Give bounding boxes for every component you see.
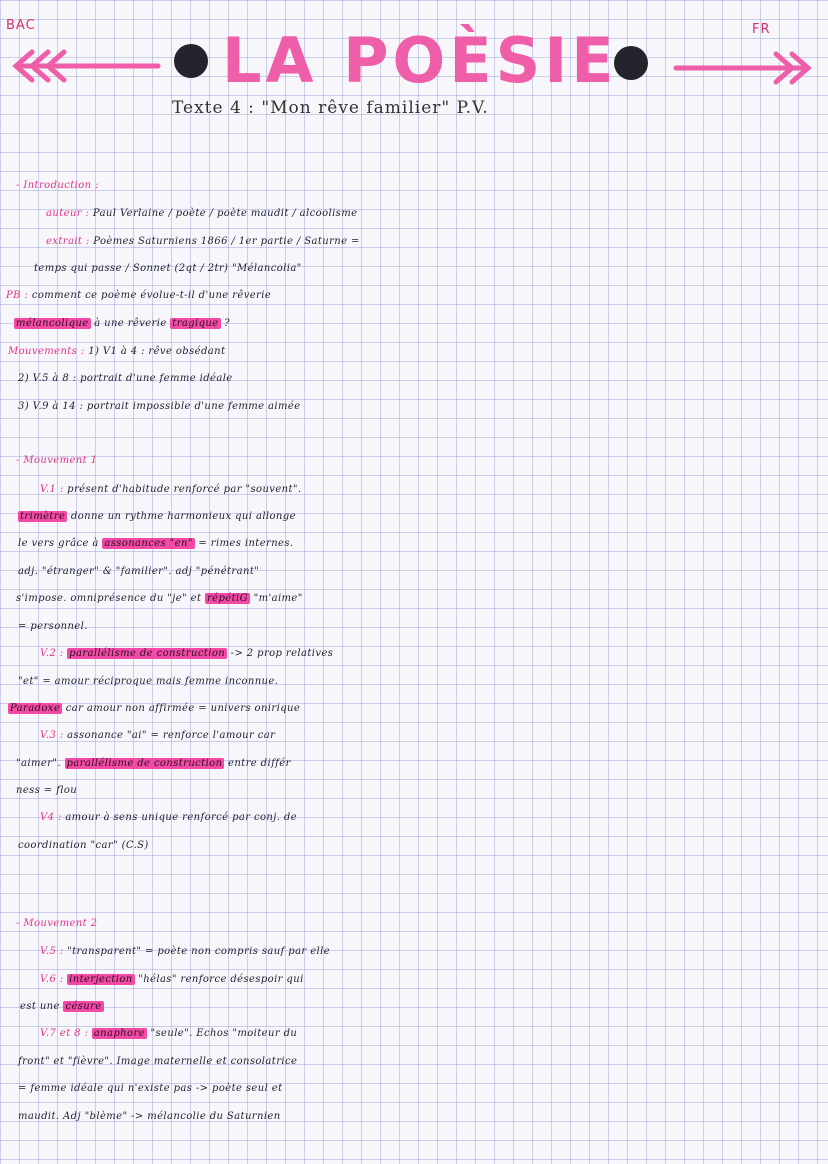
m2-line-4: V.7 et 8 : anaphore "seule". Echos "moiteur du bbox=[40, 1028, 298, 1039]
m2-line-7: maudit. Adj "blème" -> mélancolie du Saturnien bbox=[18, 1111, 281, 1122]
binder-hole-left bbox=[174, 44, 208, 78]
bac-tag: BAC bbox=[6, 18, 36, 33]
m1-line-9: Paradoxe car amour non affirmée = univers onirique bbox=[10, 703, 301, 714]
intro-line-8: 3) V.9 à 14 : portrait impossible d'une femme aimée bbox=[18, 401, 301, 412]
fr-tag: FR bbox=[752, 22, 771, 37]
m1-line-5: s'impose. omniprésence du "je" et répétiG "m'aime" bbox=[16, 593, 303, 604]
m2-line-1: V.5 : "transparent" = poète non compris sauf par elle bbox=[40, 946, 331, 957]
m1-line-6: = personnel. bbox=[18, 621, 88, 632]
m1-line-10: V.3 : assonance "ai" = renforce l'amour car bbox=[40, 730, 276, 741]
intro-line-4: PB : comment ce poème évolue-t-il d'une rêverie bbox=[6, 290, 272, 301]
m1-line-1: V.1 : présent d'habitude renforcé par "souvent". bbox=[40, 484, 302, 495]
m2-line-3: est une césure bbox=[20, 1001, 102, 1012]
m1-line-12: ness = flou bbox=[16, 785, 78, 796]
m1-line-3: le vers grâce à assonances "en" = rimes internes. bbox=[18, 538, 294, 549]
m1-line-4: adj. "étranger" & "familier". adj "pénétrant" bbox=[18, 566, 260, 577]
mouvement-2-heading: - Mouvement 2 bbox=[16, 918, 98, 929]
intro-line-2: extrait : Poèmes Saturniens 1866 / 1er partie / Saturne = bbox=[46, 236, 360, 247]
m1-line-7: V.2 : parallélisme de construction -> 2 prop relatives bbox=[40, 648, 334, 659]
intro-heading: - Introduction : bbox=[16, 180, 99, 191]
left-arrow-icon bbox=[8, 44, 168, 88]
binder-hole-right bbox=[614, 46, 648, 80]
m1-line-13: V4 : amour à sens unique renforcé par conj. de bbox=[40, 812, 298, 823]
m1-line-14: coordination "car" (C.S) bbox=[18, 840, 149, 851]
intro-line-7: 2) V.5 à 8 : portrait d'une femme idéale bbox=[18, 373, 233, 384]
mouvement-1-heading: - Mouvement 1 bbox=[16, 455, 98, 466]
m2-line-5: front" et "fièvre". Image maternelle et consolatrice bbox=[18, 1056, 298, 1067]
page-subtitle: Texte 4 : "Mon rêve familier" P.V. bbox=[172, 98, 489, 118]
intro-line-1: auteur : Paul Verlaine / poète / poète maudit / alcoolisme bbox=[46, 208, 358, 219]
intro-line-6: Mouvements : 1) V1 à 4 : rêve obsédant bbox=[8, 346, 226, 357]
intro-line-5: mélancolique à une rêverie tragique ? bbox=[16, 318, 230, 329]
m1-line-11: "aimer". parallélisme de construction entre différ bbox=[16, 758, 291, 769]
page-title: LA POÈSIE bbox=[222, 24, 618, 97]
right-arrow-icon bbox=[672, 46, 818, 90]
m2-line-2: V.6 : interjection "hélas" renforce désespoir qui bbox=[40, 974, 304, 985]
m2-line-6: = femme idéale qui n'existe pas -> poète seul et bbox=[18, 1083, 283, 1094]
intro-line-3: temps qui passe / Sonnet (2qt / 2tr) "Mélancolia" bbox=[34, 263, 302, 274]
m1-line-2: trimètre donne un rythme harmonieux qui allonge bbox=[20, 511, 296, 522]
m1-line-8: "et" = amour réciproque mais femme inconnue. bbox=[18, 676, 279, 687]
